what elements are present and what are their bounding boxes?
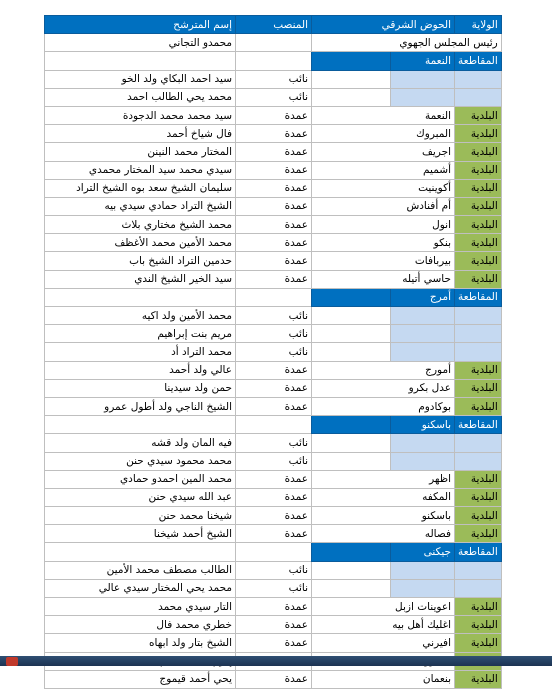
municipality-name-cell[interactable]: النعمة [312,106,455,124]
municipality-row [45,379,502,397]
candidate-name-cell[interactable]: حمن ولد سيدينا [45,379,236,397]
position-cell[interactable]: نائب [236,343,312,361]
candidate-name-cell[interactable]: سيدي محمد سيد المختار محمدي [45,161,236,179]
candidate-name-cell[interactable]: الطالب مصطف محمد الأمين [45,561,236,579]
empty-cell[interactable] [45,416,236,434]
municipality-label-cell[interactable]: البلدية [455,634,502,652]
empty-cell[interactable] [312,579,391,597]
deputy-fill-cell[interactable] [391,343,455,361]
deputy-fill-cell[interactable] [455,307,502,325]
candidate-name-cell[interactable]: مريم بنت إبراهيم [45,325,236,343]
municipality-row [45,179,502,197]
empty-cell[interactable] [312,88,391,106]
municipality-name-cell[interactable]: المكفه [312,488,455,506]
candidate-name-cell[interactable]: سيد محمد محمد الدجودة [45,106,236,124]
district-name-cell[interactable]: أمرج [391,288,455,306]
district-header-cell[interactable] [312,543,391,561]
empty-cell[interactable] [312,343,391,361]
municipality-name-cell[interactable]: باسكنو [312,507,455,525]
position-cell[interactable]: عمدة [236,397,312,415]
municipality-label-cell[interactable]: البلدية [455,161,502,179]
municipality-name-cell[interactable]: بنعمان [312,670,455,688]
municipality-row [45,106,502,124]
deputy-row [45,325,502,343]
candidate-name-cell[interactable]: عبد الله سيدي حنن [45,488,236,506]
wilaya-value-cell[interactable]: الحوض الشرقي [312,16,455,34]
municipality-row [45,270,502,288]
deputy-fill-cell[interactable] [455,325,502,343]
deputy-fill-cell[interactable] [455,70,502,88]
header-row [45,16,502,34]
municipality-row [45,488,502,506]
municipality-row [45,616,502,634]
municipality-label-cell[interactable]: البلدية [455,197,502,215]
deputy-fill-cell[interactable] [391,307,455,325]
municipality-label-cell[interactable]: البلدية [455,125,502,143]
candidate-name-cell[interactable]: عالي ولد أحمد [45,361,236,379]
position-cell[interactable]: عمدة [236,670,312,688]
deputy-fill-cell[interactable] [391,579,455,597]
municipality-name-cell[interactable]: اجريف [312,143,455,161]
position-cell[interactable]: نائب [236,325,312,343]
municipality-label-cell[interactable]: البلدية [455,234,502,252]
empty-cell[interactable] [312,325,391,343]
position-cell[interactable]: عمدة [236,488,312,506]
deputy-fill-cell[interactable] [391,325,455,343]
empty-cell[interactable] [236,416,312,434]
municipality-row [45,397,502,415]
candidate-name-cell[interactable]: محمد الأمين محمد الأغظف [45,234,236,252]
municipality-name-cell[interactable]: أشميم [312,161,455,179]
position-cell[interactable]: عمدة [236,598,312,616]
empty-cell[interactable] [312,307,391,325]
municipality-name-cell[interactable]: أم أفنادش [312,197,455,215]
municipality-label-cell[interactable]: البلدية [455,143,502,161]
district-label-cell[interactable]: المقاطعة [455,52,502,70]
municipality-label-cell[interactable]: البلدية [455,270,502,288]
position-header-cell[interactable]: المنصب [236,16,312,34]
candidates-spreadsheet [44,15,502,689]
deputy-row [45,70,502,88]
municipality-label-cell[interactable]: البلدية [455,525,502,543]
candidate-name-cell[interactable]: محمد التراد أد [45,343,236,361]
candidate-header-cell[interactable]: إسم المترشح [45,16,236,34]
municipality-label-cell[interactable]: البلدية [455,397,502,415]
municipality-name-cell[interactable]: بيربافات [312,252,455,270]
municipality-label-cell[interactable]: البلدية [455,488,502,506]
district-header-row [45,416,502,434]
candidate-name-cell[interactable]: التار سيدي محمد [45,598,236,616]
candidate-name-cell[interactable]: فيه المان ولد قشه [45,434,236,452]
municipality-name-cell[interactable]: افيرني [312,634,455,652]
empty-cell[interactable] [312,452,391,470]
deputy-fill-cell[interactable] [391,561,455,579]
position-cell[interactable]: نائب [236,88,312,106]
deputy-fill-cell[interactable] [455,452,502,470]
position-cell[interactable]: عمدة [236,106,312,124]
candidate-name-cell[interactable]: حدمين التراد الشيخ باب [45,252,236,270]
position-cell[interactable]: عمدة [236,216,312,234]
position-cell[interactable]: عمدة [236,179,312,197]
municipality-row [45,143,502,161]
municipality-name-cell[interactable]: عدل بكرو [312,379,455,397]
district-label-cell[interactable]: المقاطعة [455,288,502,306]
position-cell[interactable]: عمدة [236,252,312,270]
municipality-row [45,197,502,215]
municipality-name-cell[interactable]: بوكادوم [312,397,455,415]
empty-cell[interactable] [45,288,236,306]
start-button[interactable] [6,657,18,666]
position-cell[interactable]: عمدة [236,470,312,488]
deputy-fill-cell[interactable] [391,434,455,452]
candidate-name-cell[interactable]: محمد يحي المختار سيدي عالي [45,579,236,597]
deputy-fill-cell[interactable] [391,88,455,106]
municipality-row [45,125,502,143]
deputy-row [45,343,502,361]
position-cell[interactable]: نائب [236,561,312,579]
district-name-cell[interactable]: جيكنى [391,543,455,561]
taskbar [0,656,552,666]
president-title-cell[interactable]: رئيس المجلس الجهوي [312,34,502,52]
deputy-row [45,88,502,106]
municipality-name-cell[interactable]: انول [312,216,455,234]
municipality-row [45,234,502,252]
candidate-name-cell[interactable]: محمد يحي الطالب احمد [45,88,236,106]
municipality-name-cell[interactable]: اظهر [312,470,455,488]
candidate-name-cell[interactable]: محمد المين احمدو حمادي [45,470,236,488]
empty-cell[interactable] [45,543,236,561]
deputy-row [45,307,502,325]
municipality-label-cell[interactable]: البلدية [455,216,502,234]
municipality-name-cell[interactable]: المبروك [312,125,455,143]
candidate-name-cell[interactable]: المختار محمد النينن [45,143,236,161]
municipality-label-cell[interactable]: البلدية [455,379,502,397]
municipality-name-cell[interactable]: اغليك أهل بيه [312,616,455,634]
empty-cell[interactable] [312,434,391,452]
district-header-cell[interactable] [312,288,391,306]
municipality-row [45,507,502,525]
sheet-body [45,16,502,689]
municipality-label-cell[interactable]: البلدية [455,470,502,488]
empty-cell[interactable] [236,52,312,70]
municipality-name-cell[interactable]: أكوينيت [312,179,455,197]
deputy-row [45,561,502,579]
position-cell[interactable]: عمدة [236,507,312,525]
municipality-row [45,161,502,179]
municipality-row [45,361,502,379]
empty-cell[interactable] [312,70,391,88]
candidate-name-cell[interactable]: فال شياخ أحمد [45,125,236,143]
president-name-cell[interactable]: محمدو التجاني [45,34,236,52]
municipality-label-cell[interactable]: البلدية [455,507,502,525]
candidate-name-cell[interactable]: شيخنا محمد حنن [45,507,236,525]
municipality-label-cell[interactable]: البلدية [455,670,502,688]
position-cell[interactable]: عمدة [236,379,312,397]
municipality-label-cell[interactable]: البلدية [455,252,502,270]
municipality-name-cell[interactable]: بنكو [312,234,455,252]
municipality-label-cell[interactable]: البلدية [455,179,502,197]
district-header-row [45,52,502,70]
municipality-row [45,525,502,543]
deputy-row [45,434,502,452]
district-header-row [45,543,502,561]
empty-cell[interactable] [236,543,312,561]
position-cell[interactable]: عمدة [236,234,312,252]
candidate-name-cell[interactable]: سليمان الشيخ سعد بوه الشيخ التراد [45,179,236,197]
position-cell[interactable]: عمدة [236,270,312,288]
municipality-row [45,670,502,688]
deputy-fill-cell[interactable] [391,452,455,470]
empty-cell[interactable] [45,52,236,70]
municipality-name-cell[interactable]: فصاله [312,525,455,543]
candidate-name-cell[interactable]: الشيخ بتار ولد ابهاه [45,634,236,652]
municipality-row [45,216,502,234]
empty-cell[interactable] [312,561,391,579]
municipality-row [45,470,502,488]
deputy-fill-cell[interactable] [455,561,502,579]
district-header-cell[interactable] [312,416,391,434]
district-label-cell[interactable]: المقاطعة [455,543,502,561]
municipality-name-cell[interactable]: اعوينات ازبل [312,598,455,616]
position-cell[interactable]: نائب [236,434,312,452]
position-cell[interactable]: نائب [236,70,312,88]
position-cell[interactable]: عمدة [236,361,312,379]
deputy-fill-cell[interactable] [455,579,502,597]
candidate-name-cell[interactable]: سيد احمد البكاي ولد الخو [45,70,236,88]
municipality-label-cell[interactable]: البلدية [455,361,502,379]
municipality-label-cell[interactable]: البلدية [455,106,502,124]
municipality-label-cell[interactable]: البلدية [455,616,502,634]
position-cell[interactable]: نائب [236,452,312,470]
deputy-fill-cell[interactable] [455,88,502,106]
position-cell[interactable]: عمدة [236,197,312,215]
position-cell[interactable]: نائب [236,307,312,325]
district-label-cell[interactable]: المقاطعة [455,416,502,434]
candidate-name-cell[interactable]: الشيخ التراد حمادي سيدي بيه [45,197,236,215]
district-header-cell[interactable] [312,52,391,70]
deputy-row [45,452,502,470]
deputy-fill-cell[interactable] [391,70,455,88]
candidate-name-cell[interactable]: الشيخ أحمد شيخنا [45,525,236,543]
candidate-name-cell[interactable]: سيد الخير الشيخ الندي [45,270,236,288]
municipality-row [45,598,502,616]
deputy-fill-cell[interactable] [455,343,502,361]
wilaya-label-cell[interactable]: الولاية [455,16,502,34]
candidate-name-cell[interactable]: يحي أحمد قيموج [45,670,236,688]
deputy-fill-cell[interactable] [455,434,502,452]
municipality-label-cell[interactable]: البلدية [455,598,502,616]
position-cell[interactable]: عمدة [236,616,312,634]
municipality-name-cell[interactable]: حاسي أتيله [312,270,455,288]
empty-cell[interactable] [236,288,312,306]
district-header-row [45,288,502,306]
deputy-row [45,579,502,597]
candidate-name-cell[interactable]: محمد الشيخ مختاري بلاث [45,216,236,234]
empty-cell[interactable] [236,34,312,52]
position-cell[interactable]: عمدة [236,525,312,543]
president-row [45,34,502,52]
municipality-row [45,634,502,652]
candidate-name-cell[interactable]: محمد الأمين ولد اكيه [45,307,236,325]
position-cell[interactable]: عمدة [236,143,312,161]
position-cell[interactable]: عمدة [236,161,312,179]
candidate-name-cell[interactable]: الشيخ الناجي ولد أطول عمرو [45,397,236,415]
district-name-cell[interactable]: النعمة [391,52,455,70]
municipality-row [45,252,502,270]
position-cell[interactable]: نائب [236,579,312,597]
district-name-cell[interactable]: باسكنو [391,416,455,434]
position-cell[interactable]: عمدة [236,634,312,652]
municipality-name-cell[interactable]: أمورج [312,361,455,379]
candidate-name-cell[interactable]: محمد محمود سيدي حنن [45,452,236,470]
candidate-name-cell[interactable]: خطري محمد فال [45,616,236,634]
position-cell[interactable]: عمدة [236,125,312,143]
